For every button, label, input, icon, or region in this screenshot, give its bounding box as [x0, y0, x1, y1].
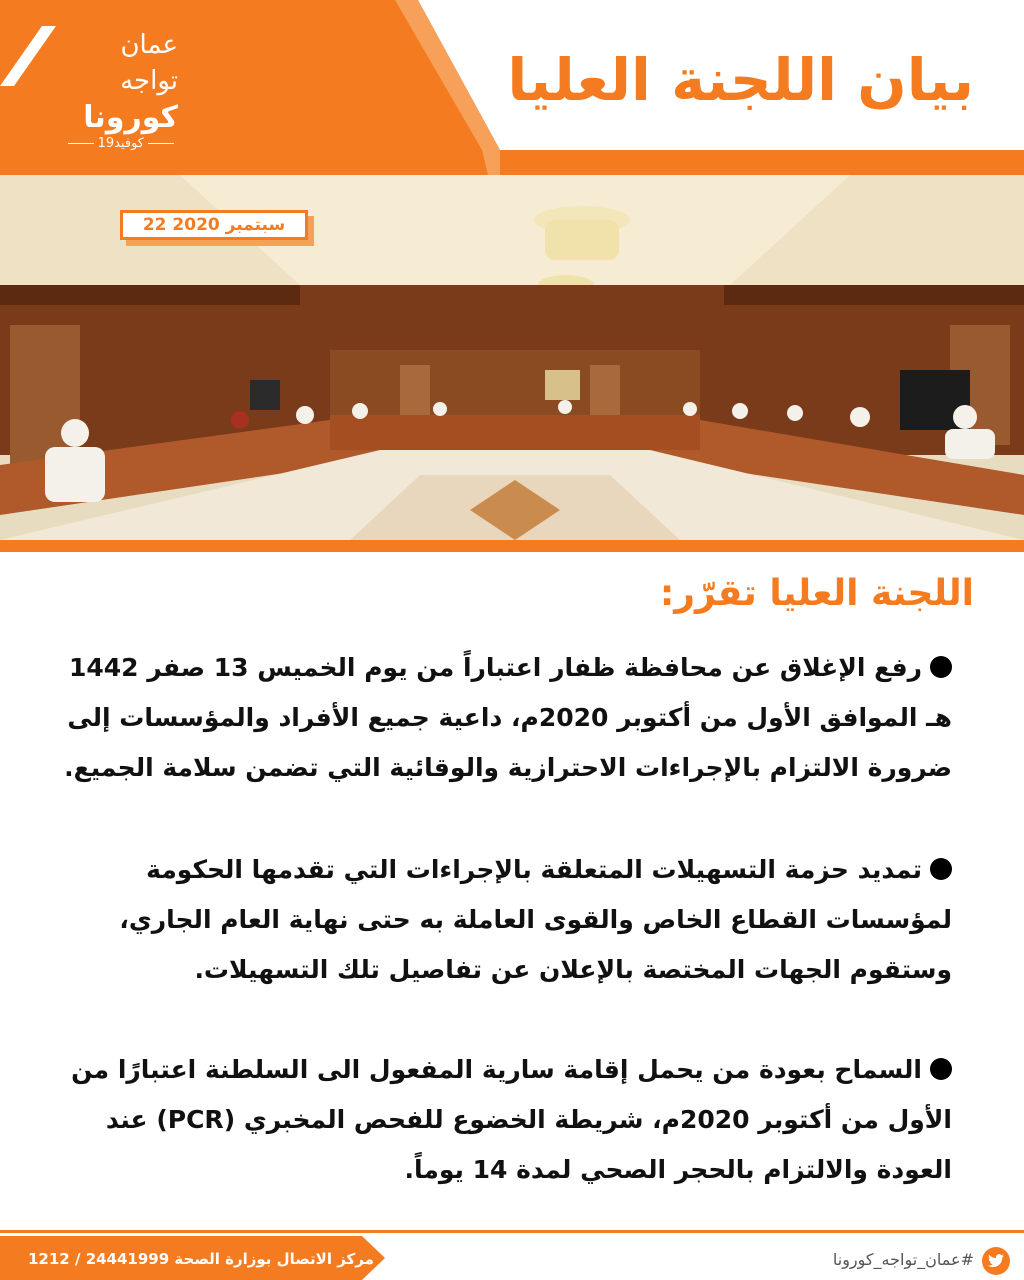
logo-line-3: كورونا	[83, 100, 178, 135]
decision-item	[52, 845, 952, 995]
decision-item-text: السماح بعودة من يحمل إقامة سارية المفعول الى السلطنة اعتبارًا من الأول من أكتوبر 2020م، شريطة الخضوع للفحص المخبري (PCR) عند العودة والالتزام بالحجر الصحي لمدة 14 يوماً.	[71, 1055, 952, 1184]
logo-slash-mark	[0, 26, 56, 86]
decision-item	[52, 643, 952, 793]
hotline-text: مركز الاتصال بوزارة الصحة 24441999 / 1212	[28, 1250, 374, 1268]
hashtag-text: #عمان_تواجه_كورونا	[832, 1250, 974, 1269]
date-badge	[120, 210, 308, 240]
footer-divider	[0, 1230, 1024, 1233]
bullet-icon	[930, 656, 952, 678]
decision-item-text: تمديد حزمة التسهيلات المتعلقة بالإجراءات التي تقدمها الحكومة لمؤسسات القطاع الخاص والقوى العاملة به حتى نهاية العام الجاري، وستقوم الجهات المختصة بالإعلان عن تفاصيل تلك التسهيلات.	[119, 855, 952, 984]
header-bottom-bar	[500, 150, 1024, 175]
logo-line-4: كوفيد19	[64, 136, 178, 151]
date-text: 22 سبتمبر 2020	[142, 215, 286, 235]
decision-heading: اللجنة العليا تقرّر:	[659, 573, 974, 614]
page-title: بيان اللجنة العليا	[507, 46, 974, 114]
logo-line-1: عمان	[120, 30, 178, 60]
campaign-logo	[38, 24, 188, 154]
decision-item	[52, 1045, 952, 1195]
logo-line-2: تواجه	[120, 66, 178, 96]
header-banner	[0, 0, 1024, 175]
bullet-icon	[930, 1058, 952, 1080]
decision-item-text: رفع الإغلاق عن محافظة ظفار اعتباراً من يوم الخميس 13 صفر 1442 هـ الموافق الأول من أكتوبر 2020م، داعية جميع الأفراد والمؤسسات إلى ضرورة الالتزام بالإجراءات الاحترازية والوقائية التي تضمن سلامة الجميع.	[64, 653, 952, 782]
twitter-icon	[982, 1247, 1010, 1275]
bullet-icon	[930, 858, 952, 880]
photo-bottom-rule	[0, 540, 1024, 552]
